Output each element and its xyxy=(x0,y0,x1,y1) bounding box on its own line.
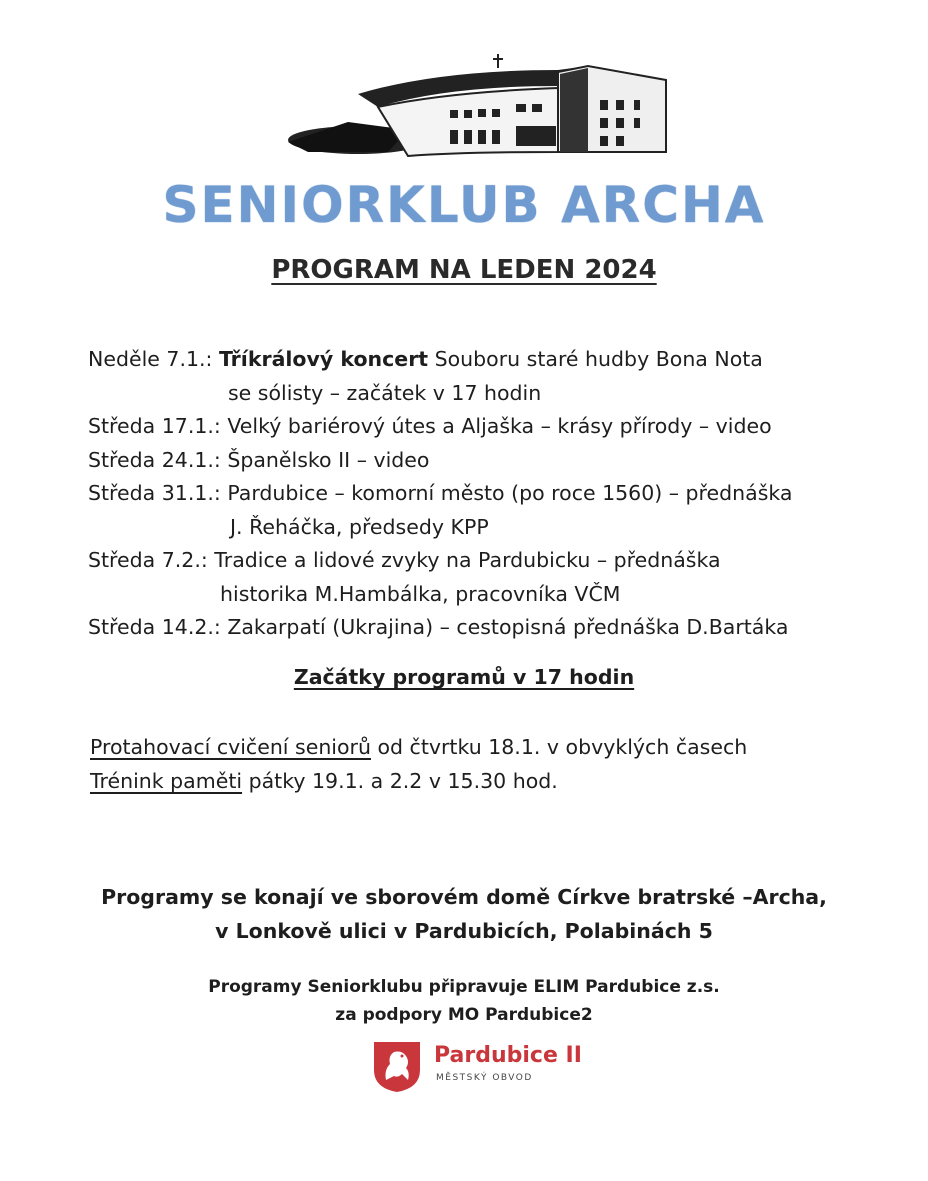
horse-shield-icon xyxy=(372,1040,422,1094)
event-row xyxy=(88,410,888,444)
church-building-illustration xyxy=(288,52,668,162)
event-date: Středa 14.2.: xyxy=(88,615,221,639)
activity-text: od čtvrtku 18.1. v obvyklých časech xyxy=(370,735,748,759)
event-text: Zakarpatí (Ukrajina) – cestopisná přednáška D.Bartáka xyxy=(220,615,789,639)
organizer-line: za podpory MO Pardubice2 xyxy=(335,1005,593,1025)
page-title: SENIORKLUB ARCHA xyxy=(162,176,766,234)
event-date: Středa 31.1.: xyxy=(88,481,221,505)
event-row xyxy=(88,477,888,511)
activity-label: Trénink paměti xyxy=(90,769,243,793)
event-text: Velký bariérový útes a Aljaška – krásy přírody – video xyxy=(220,414,772,438)
event-highlight: Tříkrálový koncert xyxy=(218,347,429,371)
extra-activities xyxy=(90,730,747,798)
start-time-text: Začátky programů v 17 hodin xyxy=(293,665,635,689)
event-row xyxy=(88,343,888,377)
activity-text: pátky 19.1. a 2.2 v 15.30 hod. xyxy=(242,769,558,793)
event-row xyxy=(88,444,888,478)
pardubice-logo xyxy=(372,1040,582,1094)
extra-activity-row xyxy=(90,730,747,764)
event-row xyxy=(88,611,888,645)
event-date: Středa 24.1.: xyxy=(88,447,221,472)
event-schedule xyxy=(88,343,888,645)
event-text: Španělsko II – video xyxy=(220,447,430,472)
event-row xyxy=(88,544,888,578)
logo-name: Pardubice II xyxy=(434,1043,582,1068)
page-subtitle xyxy=(0,255,928,285)
event-text: Souboru staré hudby Bona Nota xyxy=(428,347,763,371)
event-date: Středa 7.2.: xyxy=(88,548,208,572)
logo-subtitle: MĚSTSKÝ OBVOD xyxy=(436,1073,533,1083)
event-text: Pardubice – komorní město (po roce 1560) – přednáška xyxy=(220,481,793,505)
event-date: Středa 17.1.: xyxy=(88,414,221,438)
event-text: Tradice a lidové zvyky na Pardubicku – přednáška xyxy=(207,548,721,572)
subtitle-text: PROGRAM NA LEDEN 2024 xyxy=(271,255,657,285)
start-time-note xyxy=(0,665,928,689)
venue-line: v Lonkově ulici v Pardubicích, Polabinách 5 xyxy=(215,919,713,943)
event-date: Neděle 7.1.: xyxy=(88,347,213,371)
venue-info xyxy=(0,880,928,948)
organizer-line: Programy Seniorklubu připravuje ELIM Pardubice z.s. xyxy=(208,977,720,997)
activity-label: Protahovací cvičení seniorů xyxy=(90,735,371,759)
event-continuation: historika M.Hambálka, pracovníka VČM xyxy=(220,581,621,606)
event-continuation: J. Řeháčka, předsedy KPP xyxy=(230,514,489,539)
event-continuation: se sólisty – začátek v 17 hodin xyxy=(228,380,542,405)
extra-activity-row xyxy=(90,764,747,798)
venue-line: Programy se konají ve sborovém domě Církve bratrské –Archa, xyxy=(101,885,827,909)
organizer-info xyxy=(0,973,928,1029)
